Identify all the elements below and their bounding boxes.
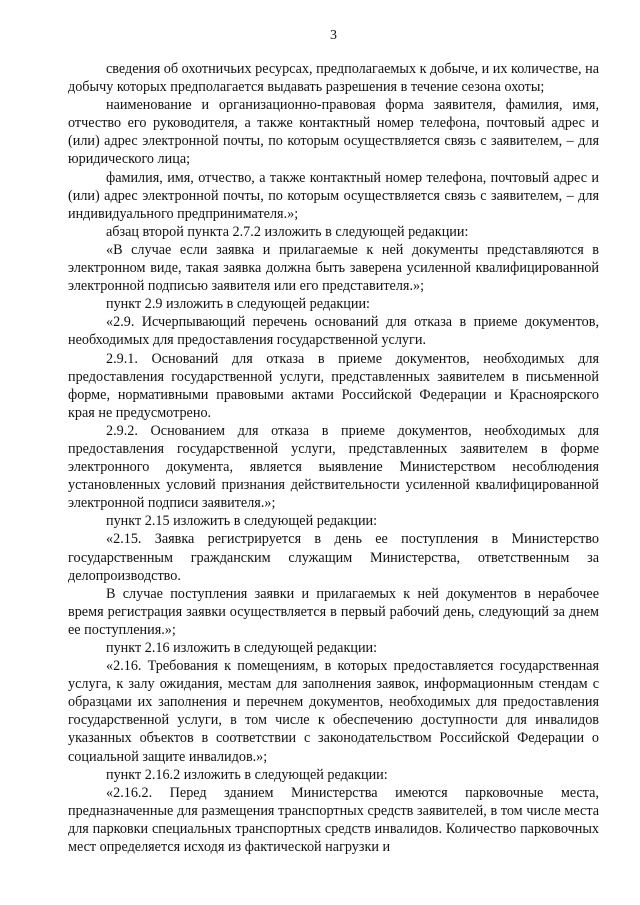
paragraph: пункт 2.16.2 изложить в следующей редакции: — [106, 766, 388, 783]
paragraph: «2.9. Исчерпывающий перечень оснований для отказа в приеме документов, необходимых для предоставления государственной услуги. — [68, 314, 599, 349]
paragraph: фамилия, имя, отчество, а также контактный номер телефона, почтовый адрес и (или) адрес электронной почты, по которым осуществляется связь с заявителем, – для индивидуального предпринимателя.»; — [68, 169, 599, 222]
paragraph: пункт 2.16 изложить в следующей редакции: — [106, 640, 378, 656]
paragraph: «2.15. Заявка регистрируется в день ее поступления в Министерство государственным гражданским служащим Министерства, ответственным за делопроизводство. — [68, 531, 599, 584]
paragraph: пункт 2.9 изложить в следующей редакции: — [106, 296, 370, 313]
paragraph: наименование и организационно-правовая форма заявителя, фамилия, имя, отчество его руководителя, а также контактный номер телефона, почтовый адрес и (или) адрес электронной почты, по которым осуществляется связь с заявителем, – для юридического лица; — [68, 97, 599, 168]
paragraph: абзац второй пункта 2.7.2 изложить в следующей редакции: — [106, 223, 469, 240]
paragraph: «2.16. Требования к помещениям, в которых предоставляется государственная услуга, к залу ожидания, местам для заполнения заявок, информационным стендам с образцами их заполнения и перечнем документов, необходимых для предоставления государственной услуги, в том числе к обеспечению доступности для инвалидов указанных объектов в соответствии с законодательством Российской Федерации о социальной защите инвалидов.»; — [68, 658, 599, 765]
paragraph: В случае поступления заявки и прилагаемых к ней документов в нерабочее время регистрация заявки осуществляется в первый рабочий день, следующий за днем ее поступления.»; — [68, 585, 599, 638]
paragraph: «2.16.2. Перед зданием Министерства имеются парковочные места, предназначенные для размещения транспортных средств заявителей, в том числе места для парковки специальных транспортных средств инвалидов. Количество парковочных мест определяется исходя из фактической нагрузки и — [68, 784, 599, 856]
page-number: 3 — [330, 28, 337, 43]
paragraph: 2.9.2. Основанием для отказа в приеме документов, необходимых для предоставления государственной услуги, представленных заявителем в форме электронного документа, является выявление Министерством несоблюдения установленных условий признания действительности усиленной квалифицированной электронной подписи заявителя.»; — [68, 422, 599, 512]
paragraph: «В случае если заявка и прилагаемые к ней документы представляются в электронном виде, такая заявка должна быть заверена усиленной квалифицированной электронной подписью заявителя или его представителя.»; — [68, 241, 599, 295]
paragraph: 2.9.1. Оснований для отказа в приеме документов, необходимых для предоставления государственной услуги, представленных заявителем в письменной форме, нормативными правовыми актами Российской Федерации и Красноярского края не предусмотрено. — [68, 350, 599, 421]
paragraph: сведения об охотничьих ресурсах, предполагаемых к добыче, и их количестве, на добычу которых предполагается выдавать разрешения в течение сезона охоты; — [68, 61, 599, 96]
paragraph: пункт 2.15 изложить в следующей редакции: — [106, 513, 378, 530]
